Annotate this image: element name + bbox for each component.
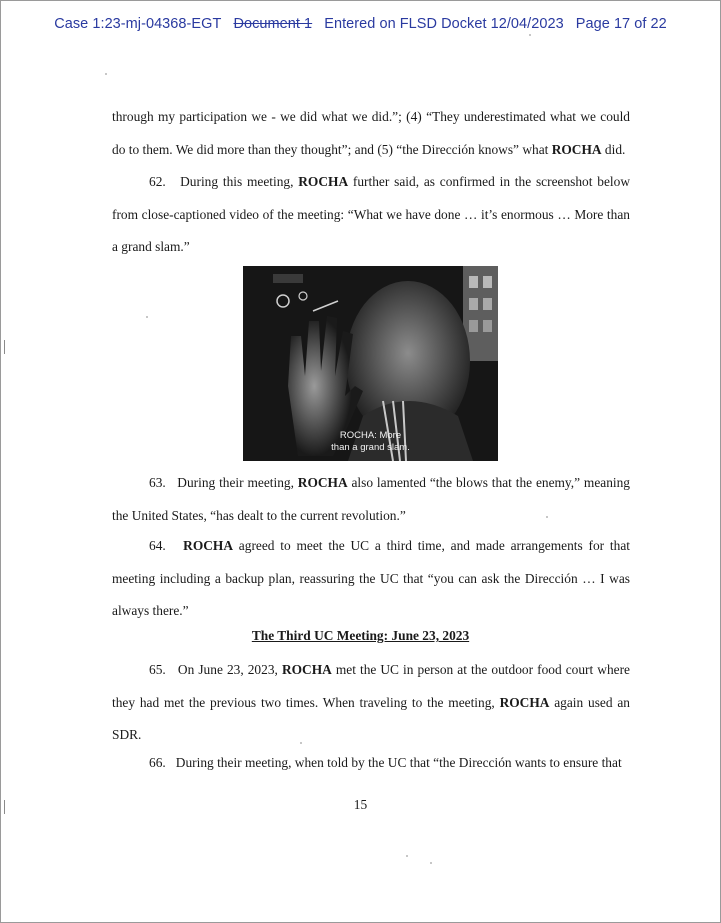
paragraph-62: 62. During this meeting, ROCHA further said, as confirmed in the screenshot below from close-captioned video of the meeting: “What we have done … it’s enormous … More than a grand slam.” [112, 174, 630, 254]
caption-line-2: than a grand slam. [331, 442, 410, 453]
document-number: Document 1 [233, 16, 313, 32]
paragraph-continuation: through my participation we - we did what we did.”; (4) “They underestimated what we could do to them. We did more than they thought”; and (5) “the Dirección knows” what ROCHA did. [112, 109, 630, 157]
scan-speck [430, 862, 432, 864]
paragraph-63: 63. During their meeting, ROCHA also lamented “the blows that the enemy,” meaning the United States, “has dealt to the current revolution.” [112, 475, 631, 523]
scan-edge-mark [4, 800, 5, 814]
scan-speck [546, 516, 548, 518]
page-count: Page 17 of 22 [575, 16, 667, 32]
scan-speck [529, 34, 531, 36]
docket-header [0, 16, 721, 32]
scan-edge-mark [4, 340, 5, 354]
paragraph-66: 66. During their meeting, when told by the UC that “the Dirección wants to ensure that [149, 755, 622, 770]
paragraph-64: 64. ROCHA agreed to meet the UC a third time, and made arrangements for that meeting including a backup plan, reassuring the UC that “you can ask the Dirección … I was always there.” [112, 538, 630, 618]
caption-line-1: ROCHA: More [339, 430, 402, 441]
page-number: 15 [353, 797, 368, 812]
scan-speck [105, 73, 107, 75]
case-number: Case 1:23-mj-04368-EGT [54, 16, 222, 32]
scan-speck [300, 742, 302, 744]
scan-speck [406, 855, 408, 857]
section-heading: The Third UC Meeting: June 23, 2023 [251, 628, 470, 643]
docket-entry: Entered on FLSD Docket 12/04/2023 [324, 16, 564, 32]
paragraph-65: 65. On June 23, 2023, ROCHA met the UC in person at the outdoor food court where they had met the previous two times. When traveling to the meeting, ROCHA again used an SDR. [112, 662, 631, 742]
video-screenshot [243, 266, 498, 461]
scan-speck [146, 316, 148, 318]
